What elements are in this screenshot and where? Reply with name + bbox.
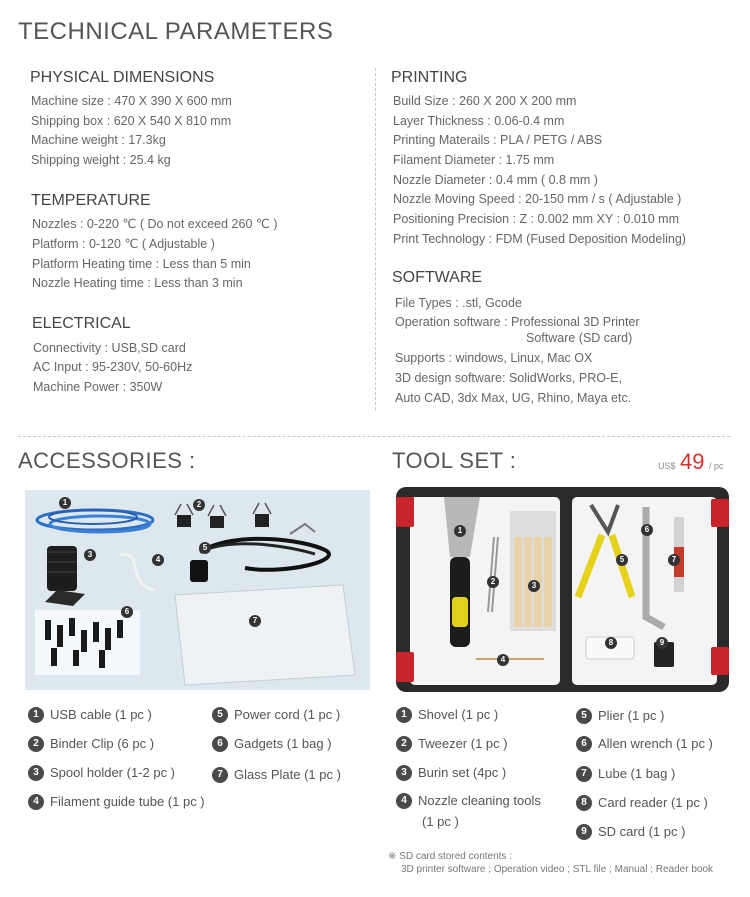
marker-7: 7 [249, 615, 261, 627]
tool-label: SD card (1 pc ) [598, 824, 686, 839]
tool-label: Plier (1 pc ) [598, 708, 665, 723]
number-badge: 6 [576, 736, 592, 752]
accessory-item-1 [28, 707, 152, 723]
number-badge: 4 [28, 794, 44, 810]
marker-4: 4 [152, 554, 164, 566]
number-badge: 6 [212, 736, 228, 752]
number-badge: 1 [396, 707, 412, 723]
number-badge: 2 [396, 736, 412, 752]
marker-1: 1 [59, 497, 71, 509]
electrical-line-2: AC Input : 95-230V, 50-60Hz [33, 360, 193, 374]
tool-item-7 [576, 766, 675, 782]
electrical-heading: ELECTRICAL [32, 315, 131, 332]
physical-line-4: Shipping weight : 25.4 kg [31, 153, 171, 167]
software-line-2: Operation software : Professional 3D Printer [395, 315, 640, 329]
spool-holder-illustration [45, 546, 85, 606]
accessory-item-2 [28, 736, 154, 752]
printing-line-8: Print Technology : FDM (Fused Deposition Modeling) [393, 232, 686, 246]
accessories-photo [25, 490, 370, 690]
tool-label: Card reader (1 pc ) [598, 795, 708, 810]
printing-line-6: Nozzle Moving Speed : 20-150 mm / s ( Adjustable ) [393, 192, 682, 206]
electrical-line-1: Connectivity : USB,SD card [33, 341, 186, 355]
number-badge: 1 [28, 707, 44, 723]
accessory-item-4 [28, 794, 205, 810]
tool-marker-4: 4 [497, 654, 509, 666]
number-badge: 2 [28, 736, 44, 752]
accessory-label: USB cable (1 pc ) [50, 707, 152, 722]
tool-label: Nozzle cleaning tools [418, 793, 541, 808]
number-badge: 3 [28, 765, 44, 781]
tool-label: Burin set (4pc ) [418, 765, 507, 780]
accessory-item-3 [28, 765, 175, 781]
accessory-label: Gadgets (1 bag ) [234, 736, 332, 751]
tool-item-5 [576, 708, 664, 724]
price-currency: US$ [658, 461, 676, 471]
printing-line-3: Printing Materails : PLA / PETG / ABS [393, 133, 603, 147]
sd-note-body: 3D printer software ; Operation video ; STL file ; Manual ; Reader book [401, 864, 714, 875]
marker-6: 6 [121, 606, 133, 618]
software-line-3: Software (SD card) [526, 331, 633, 345]
number-badge: 5 [576, 708, 592, 724]
toolset-heading: TOOL SET : [392, 448, 517, 473]
software-line-6: Auto CAD, 3dx Max, UG, Rhino, Maya etc. [395, 391, 632, 405]
marker-2: 2 [193, 499, 205, 511]
tool-label: Tweezer (1 pc ) [418, 736, 508, 751]
tool-label: Lube (1 bag ) [598, 766, 676, 781]
tool-marker-5: 5 [616, 554, 628, 566]
number-badge: 7 [212, 767, 228, 783]
tool-label: Shovel (1 pc ) [418, 707, 499, 722]
software-line-5: 3D design software: SolidWorks, PRO-E, [395, 371, 622, 385]
gadgets-bag-illustration [35, 610, 140, 675]
software-heading: SOFTWARE [392, 269, 483, 286]
price-value: 49 [679, 449, 705, 474]
accessories-heading: ACCESSORIES : [18, 448, 196, 473]
burin-set-illustration [510, 511, 556, 631]
tool-item-6 [576, 736, 713, 752]
usb-cable-illustration [37, 510, 153, 532]
guide-tube-illustration [120, 555, 155, 590]
temperature-line-4: Nozzle Heating time : Less than 3 min [32, 276, 243, 290]
tool-item-3 [396, 765, 506, 781]
tool-item-4-qty: (1 pc ) [422, 814, 459, 829]
software-line-1: File Types : .stl, Gcode [395, 296, 522, 310]
marker-5: 5 [199, 542, 211, 554]
accessory-label: Filament guide tube (1 pc ) [50, 794, 205, 809]
physical-line-1: Machine size : 470 X 390 X 600 mm [31, 94, 232, 108]
printing-line-4: Filament Diameter : 1.75 mm [393, 153, 555, 167]
tool-item-4 [396, 793, 541, 809]
temperature-line-3: Platform Heating time : Less than 5 min [32, 257, 251, 271]
number-badge: 5 [212, 707, 228, 723]
tool-marker-2: 2 [487, 576, 499, 588]
sd-note-title: ※ SD card stored contents : [388, 851, 512, 862]
physical-line-3: Machine weight : 17.3kg [31, 133, 166, 147]
number-badge: 7 [576, 766, 592, 782]
power-cord-illustration [190, 539, 329, 582]
number-badge: 9 [576, 824, 592, 840]
tool-marker-1: 1 [454, 525, 466, 537]
tool-item-8 [576, 795, 708, 811]
marker-3: 3 [84, 549, 96, 561]
printing-heading: PRINTING [391, 69, 468, 86]
tool-item-1 [396, 707, 498, 723]
printing-line-2: Layer Thickness : 0.06-0.4 mm [393, 114, 565, 128]
printing-line-1: Build Size : 260 X 200 X 200 mm [393, 94, 577, 108]
section-divider [18, 436, 730, 437]
temperature-heading: TEMPERATURE [31, 192, 151, 209]
number-badge: 8 [576, 795, 592, 811]
printing-line-7: Positioning Precision : Z : 0.002 mm XY : 0.010 mm [393, 212, 680, 226]
tool-marker-7: 7 [668, 554, 680, 566]
accessory-label: Spool holder (1-2 pc ) [50, 765, 176, 780]
number-badge: 4 [396, 793, 412, 809]
printing-line-5: Nozzle Diameter : 0.4 mm ( 0.8 mm ) [393, 173, 598, 187]
tool-marker-6: 6 [641, 524, 653, 536]
accessory-label: Glass Plate (1 pc ) [234, 767, 341, 782]
accessory-item-7 [212, 767, 341, 783]
toolset-photo [396, 487, 729, 692]
accessory-label: Binder Clip (6 pc ) [50, 736, 155, 751]
tool-label: Allen wrench (1 pc ) [598, 736, 713, 751]
accessory-item-5 [212, 707, 340, 723]
software-line-4: Supports : windows, Linux, Mac OX [395, 351, 593, 365]
tool-item-9 [576, 824, 685, 840]
price-tag [658, 449, 723, 475]
physical-line-2: Shipping box : 620 X 540 X 810 mm [31, 114, 232, 128]
price-unit: / pc [708, 461, 724, 471]
temperature-line-1: Nozzles : 0-220 ℃ ( Do not exceed 260 ℃ ) [32, 217, 278, 231]
accessory-label: Power cord (1 pc ) [234, 707, 341, 722]
column-divider [375, 68, 376, 410]
page-title: TECHNICAL PARAMETERS [18, 18, 334, 45]
accessory-item-6 [212, 736, 332, 752]
tool-marker-3: 3 [528, 580, 540, 592]
tool-marker-8: 8 [605, 637, 617, 649]
tool-marker-9: 9 [656, 637, 668, 649]
tool-item-2 [396, 736, 508, 752]
physical-heading: PHYSICAL DIMENSIONS [30, 69, 215, 86]
number-badge: 3 [396, 765, 412, 781]
glass-plate-illustration [175, 585, 355, 685]
electrical-line-3: Machine Power : 350W [33, 380, 163, 394]
temperature-line-2: Platform : 0-120 ℃ ( Adjustable ) [32, 237, 215, 251]
